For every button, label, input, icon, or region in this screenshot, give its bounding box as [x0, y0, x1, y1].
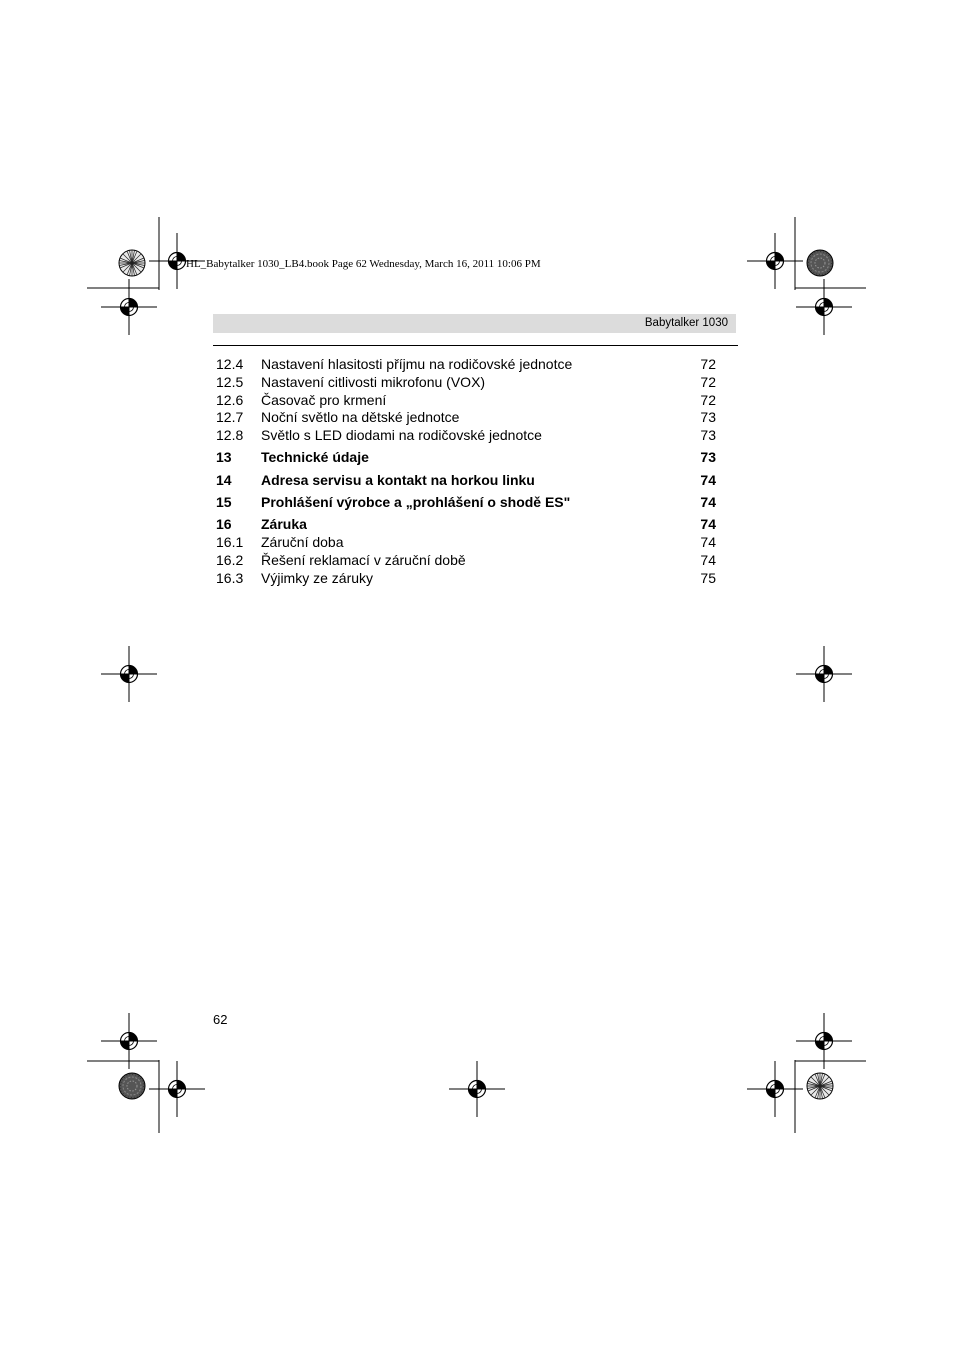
toc-entry-page: 74 [700, 551, 716, 568]
toc-entry [216, 392, 716, 410]
toc-entry-page: 74 [700, 534, 716, 551]
toc-entry [216, 374, 716, 392]
toc-entry-title: Výjimky ze záruky [261, 569, 374, 586]
toc-entry-number: 16 [216, 516, 232, 533]
toc-entry-chapter [216, 472, 716, 490]
running-header-bar [213, 314, 736, 333]
toc-entry-page: 72 [700, 391, 716, 408]
toc-entry-page: 74 [700, 471, 716, 488]
toc-entry [216, 552, 716, 570]
toc-entry-number: 15 [216, 494, 232, 511]
toc-entry-page: 74 [700, 494, 716, 511]
toc-entry-page: 72 [700, 356, 716, 372]
toc-entry-number: 13 [216, 449, 232, 466]
toc-entry [216, 534, 716, 552]
toc-entry-title: Záruční doba [261, 534, 344, 551]
toc-entry-number: 12.8 [216, 427, 244, 444]
toc-entry-chapter [216, 516, 716, 534]
toc-entry-number: 12.4 [216, 356, 244, 372]
toc-entry-title: Prohlášení výrobce a „prohlášení o shodě ES" [261, 494, 571, 511]
toc-entry-title: Světlo s LED diodami na rodičovské jednotce [261, 427, 542, 444]
toc-entry-page: 73 [700, 409, 716, 426]
toc-entry-title: Adresa servisu a kontakt na horkou linku [261, 471, 535, 488]
toc-entry-chapter [216, 449, 716, 467]
toc-entry-number: 16.1 [216, 534, 244, 551]
toc-entry-number: 16.2 [216, 551, 244, 568]
header-rule [213, 345, 738, 346]
toc-entry-chapter [216, 494, 716, 512]
toc-entry-page: 73 [700, 427, 716, 444]
toc-entry [216, 570, 716, 588]
toc-entry-title: Nastavení citlivosti mikrofonu (VOX) [261, 373, 486, 390]
toc-entry [216, 356, 716, 374]
toc-entry-number: 14 [216, 471, 232, 488]
toc-entry [216, 409, 716, 427]
toc-entry [216, 427, 716, 445]
print-slug-line: HL_Babytalker 1030_LB4.book Page 62 Wednesday, March 16, 2011 10:06 PM [186, 258, 541, 270]
toc-entry-page: 72 [700, 373, 716, 390]
toc-entry-number: 12.7 [216, 409, 244, 426]
toc-entry-number: 12.6 [216, 391, 244, 408]
running-header-title: Babytalker 1030 [644, 317, 728, 329]
toc-entry-number: 12.5 [216, 373, 244, 390]
toc-entry-page: 73 [700, 449, 716, 466]
toc-entry-title: Noční světlo na dětské jednotce [261, 409, 460, 426]
toc-entry-title: Časovač pro krmení [261, 391, 387, 408]
table-of-contents [216, 356, 716, 588]
toc-entry-page: 74 [700, 516, 716, 533]
toc-entry-title: Řešení reklamací v záruční době [261, 551, 466, 568]
toc-entry-title: Záruka [261, 516, 307, 533]
toc-entry-number: 16.3 [216, 569, 244, 586]
toc-entry-title: Nastavení hlasitosti příjmu na rodičovské jednotce [261, 356, 573, 372]
toc-entry-page: 75 [700, 569, 716, 586]
page-number: 62 [213, 1012, 228, 1027]
toc-entry-title: Technické údaje [261, 449, 369, 466]
